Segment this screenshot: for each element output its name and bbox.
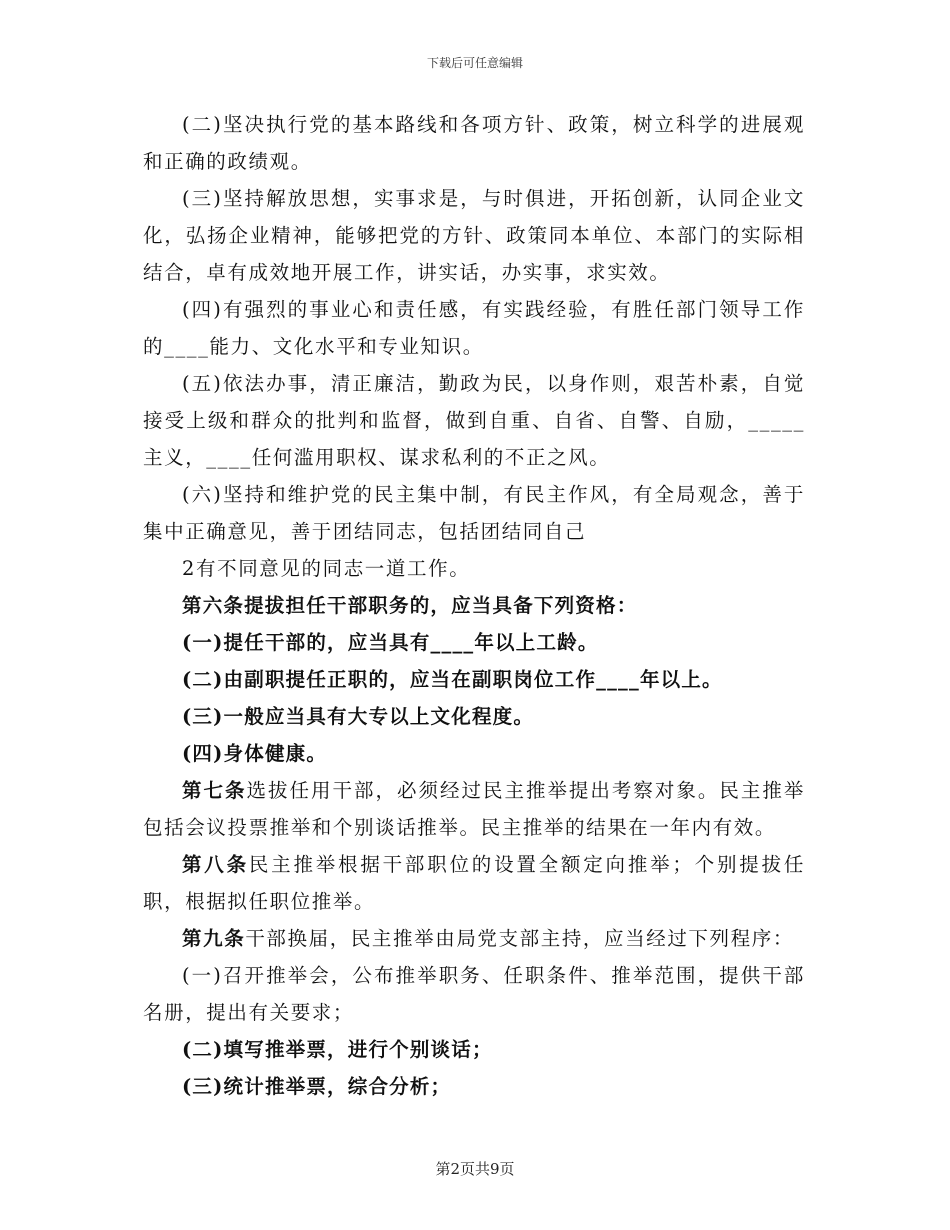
paragraph-text: (二)填写推举票，进行个别谈话； xyxy=(182,1038,493,1061)
paragraph-item-4-dedication xyxy=(143,291,805,365)
paragraph-text: 民主推举根据干部职位的设置全额定向推举；个别提拔任职，根据拟任职位推举。 xyxy=(143,853,805,913)
paragraph-text: (一)提任干部的，应当具有____年以上工龄。 xyxy=(182,631,599,654)
article-9 xyxy=(143,920,805,957)
paragraph-text: 2有不同意见的同志一道工作。 xyxy=(182,557,471,580)
paragraph-text: (三)统计推举票，综合分析； xyxy=(182,1075,452,1098)
article-6-item-4 xyxy=(143,735,805,772)
paragraph-text: 第六条提拔担任干部职务的，应当具备下列资格： xyxy=(182,594,638,617)
article-number: 第八条 xyxy=(182,853,249,876)
article-8 xyxy=(143,846,805,920)
paragraph-text: 选拔任用干部，必须经过民主推举提出考察对象。民主推举包括会议投票推举和个别谈话推举。民主推举的结果在一年内有效。 xyxy=(143,779,805,839)
page-number-footer: 第2页共9页 xyxy=(435,1160,515,1178)
article-number: 第七条 xyxy=(182,779,247,802)
article-6-item-1 xyxy=(143,624,805,661)
paragraph-text: (三)坚持解放思想，实事求是，与时俱进，开拓创新，认同企业文化，弘扬企业精神，能够把党的方针、政策同本单位、本部门的实际相结合，卓有成效地开展工作，讲实话，办实事，求实效。 xyxy=(143,187,805,284)
paragraph-text: (六)坚持和维护党的民主集中制，有民主作风，有全局观念，善于集中正确意见，善于团结同志，包括团结同自己 xyxy=(143,483,805,543)
article-9-item-2 xyxy=(143,1031,805,1068)
article-6-item-3 xyxy=(143,698,805,735)
paragraph-text: (三)一般应当具有大专以上文化程度。 xyxy=(182,705,535,728)
paragraph-continuation xyxy=(143,550,805,587)
paragraph-text: (四)有强烈的事业心和责任感，有实践经验，有胜任部门领导工作的____能力、文化水平和专业知识。 xyxy=(143,298,805,358)
article-9-item-3 xyxy=(143,1068,805,1105)
paragraph-text: (二)由副职提任正职的，应当在副职岗位工作____年以上。 xyxy=(182,668,723,691)
paragraph-text: (一)召开推举会，公布推举职务、任职条件、推举范围，提供干部名册，提出有关要求； xyxy=(143,964,805,1024)
article-7 xyxy=(143,772,805,846)
document-body xyxy=(143,106,805,1105)
paragraph-text: (二)坚决执行党的基本路线和各项方针、政策，树立科学的进展观和正确的政绩观。 xyxy=(143,113,805,173)
article-9-item-1 xyxy=(143,957,805,1031)
paragraph-text: (五)依法办事，清正廉洁，勤政为民，以身作则，艰苦朴素，自觉接受上级和群众的批判和监督，做到自重、自省、自警、自励，_____主义，____任何滥用职权、谋求私利的不正之风。 xyxy=(143,372,805,469)
article-number: 第九条 xyxy=(182,927,246,950)
paragraph-item-3-thinking xyxy=(143,180,805,291)
paragraph-text: 干部换届，民主推举由局党支部主持，应当经过下列程序： xyxy=(245,927,794,950)
paragraph-item-6-democracy xyxy=(143,476,805,550)
paragraph-text: (四)身体健康。 xyxy=(182,742,328,765)
article-6-heading xyxy=(143,587,805,624)
paragraph-item-5-integrity xyxy=(143,365,805,476)
paragraph-item-2-ideology xyxy=(143,106,805,180)
article-6-item-2 xyxy=(143,661,805,698)
page-header-note: 下载后可任意编辑 xyxy=(426,56,523,70)
